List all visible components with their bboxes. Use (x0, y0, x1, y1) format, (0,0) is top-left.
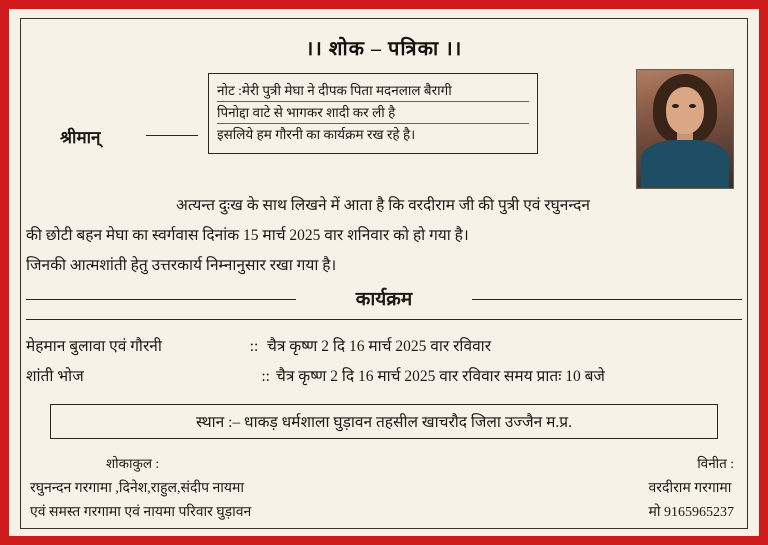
program-heading-row (26, 285, 742, 311)
footer-right-heading: विनीत : (697, 456, 734, 471)
program-divider (26, 319, 742, 320)
footer-left-heading: शोकाकुल : (106, 456, 160, 471)
note-line-1: नोट :मेरी पुत्री मेघा ने दीपक पिता मदनलाल बैरागी (217, 80, 529, 102)
paragraph-line-2: की छोटी बहन मेघा का स्वर्गवास दिनांक 15 मार्च 2025 वार शनिवार को हो गया है। (26, 227, 469, 244)
program-row-1 (26, 332, 742, 362)
program-sep-1: :: (249, 338, 259, 355)
footer-right-line-2: मो 9165965237 (648, 505, 734, 520)
portrait-eye-left (672, 104, 679, 108)
program-row-2 (26, 362, 742, 392)
program-list (26, 332, 742, 392)
footer-left-line-1: रघुनन्दन गरगामा ,दिनेश,राहुल,संदीप नायमा (30, 481, 245, 496)
program-value-1: चैत्र कृष्ण 2 दि 16 मार्च 2025 वार रविवार (267, 338, 492, 355)
note-box (208, 73, 538, 154)
portrait-clothing (641, 140, 729, 188)
note-and-photo-row (26, 73, 742, 185)
salutation-underline (146, 135, 198, 136)
portrait-eye-right (689, 104, 696, 108)
note-line-3: इसलिये हम गौरनी का कार्यक्रम रख रहे है। (217, 127, 416, 142)
program-value-2: चैत्र कृष्ण 2 दि 16 मार्च 2025 वार रविवार समय प्रातः 10 बजे (276, 368, 605, 385)
program-label-1: मेहमान बुलावा एवं गौरनी (26, 338, 162, 355)
footer-right-line-1: वरदीराम गरगामा (648, 481, 732, 496)
program-heading: कार्यक्रम (26, 285, 742, 311)
footer-left-names (30, 477, 251, 525)
program-label-2: शांती भोज (26, 368, 84, 385)
announcement-paragraph (26, 191, 742, 281)
portrait-face (666, 87, 704, 134)
page-title: ।। शोक – पत्रिका ।। (305, 38, 463, 60)
heading-rule-right (472, 299, 742, 300)
footer-left-line-2: एवं समस्त गरगामा एवं नायमा परिवार घुड़ावन (30, 505, 252, 520)
note-line-2: पिनोद्दा वाटे से भागकर शादी कर ली है (217, 102, 529, 124)
salutation-label: श्रीमान् (60, 128, 101, 147)
footer-right-names (649, 477, 735, 525)
paragraph-line-1: अत्यन्त दुःख के साथ लिखने में आता है कि वरदीराम जी की पुत्री एवं रघुनन्दन (176, 197, 590, 214)
portrait-photo (636, 69, 734, 189)
paragraph-line-3: जिनकी आत्मशांती हेतु उत्तरकार्य निम्नानुसार रखा गया है। (26, 257, 337, 274)
program-sep-2: :: (261, 368, 270, 385)
heading-rule-left (26, 299, 296, 300)
venue-box: स्थान :– धाकड़ धर्मशाला घुड़ावन तहसील खाचरौद जिला उज्जैन म.प्र. (50, 404, 718, 439)
card-content (26, 24, 742, 523)
